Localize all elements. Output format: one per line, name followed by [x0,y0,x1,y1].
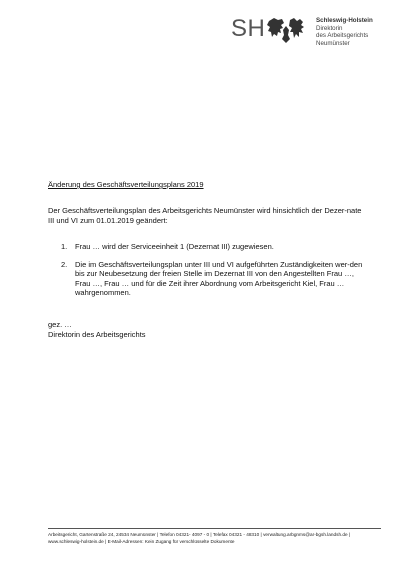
list-item-text: Die im Geschäftsverteilungsplan unter III und VI aufgeführten Zuständigkeiten wer-den bis zur Neubesetzung der freien Stelle im Dezernat III von den Angestellten Frau …, Frau …, Frau … und für die Zeit ihrer Abordnung vom Arbeitsgericht Kiel, Frau … wahrgenommen. [75,260,363,298]
list-item [48,260,366,297]
footer-divider [48,528,381,529]
list-item-number: 1. [61,241,68,251]
logo-org-name: Schleswig-Holstein [316,17,373,24]
logo-letters: SH [231,15,266,42]
footer [48,531,381,545]
logo-org-line: des Arbeitsgerichts [316,32,369,40]
subject-line: Änderung des Geschäftsverteilungsplans 2019 [48,180,204,189]
logo-text [316,17,373,47]
signatory-title: Direktorin des Arbeitsgerichts [48,329,146,339]
letter-body [48,180,366,339]
intro-paragraph: Der Geschäftsverteilungsplan des Arbeitsgerichts Neumünster wird hinsichtlich der Dezer-nate III und VI zum 01.01.2019 geändert: [48,206,362,225]
signature-line: gez. … [48,320,72,330]
logo-org-line: Direktorin [316,24,343,32]
footer-address: Arbeitsgericht, Gartenstraße 24, 24534 Neumünster | Telefon 04321- 4097 - 0 | Telefax 04321 - 48310 | verwaltung.arbgnms@ar-bgsh.landsh.de | [48,532,351,537]
footer-website: www.schleswig-holstein.de | E-Mail-Adressen: Kein Zugang für verschlüsselte Dokumente [48,539,235,544]
list-item-text: Frau … wird der Serviceeinheit 1 (Dezernat III) zugewiesen. [75,241,274,251]
list-item [48,242,366,251]
change-list [48,242,366,297]
signature-block [48,320,366,339]
logo-org-line: Neumünster [316,39,350,47]
list-item-number: 2. [61,260,68,270]
coat-of-arms-icon [266,15,310,45]
